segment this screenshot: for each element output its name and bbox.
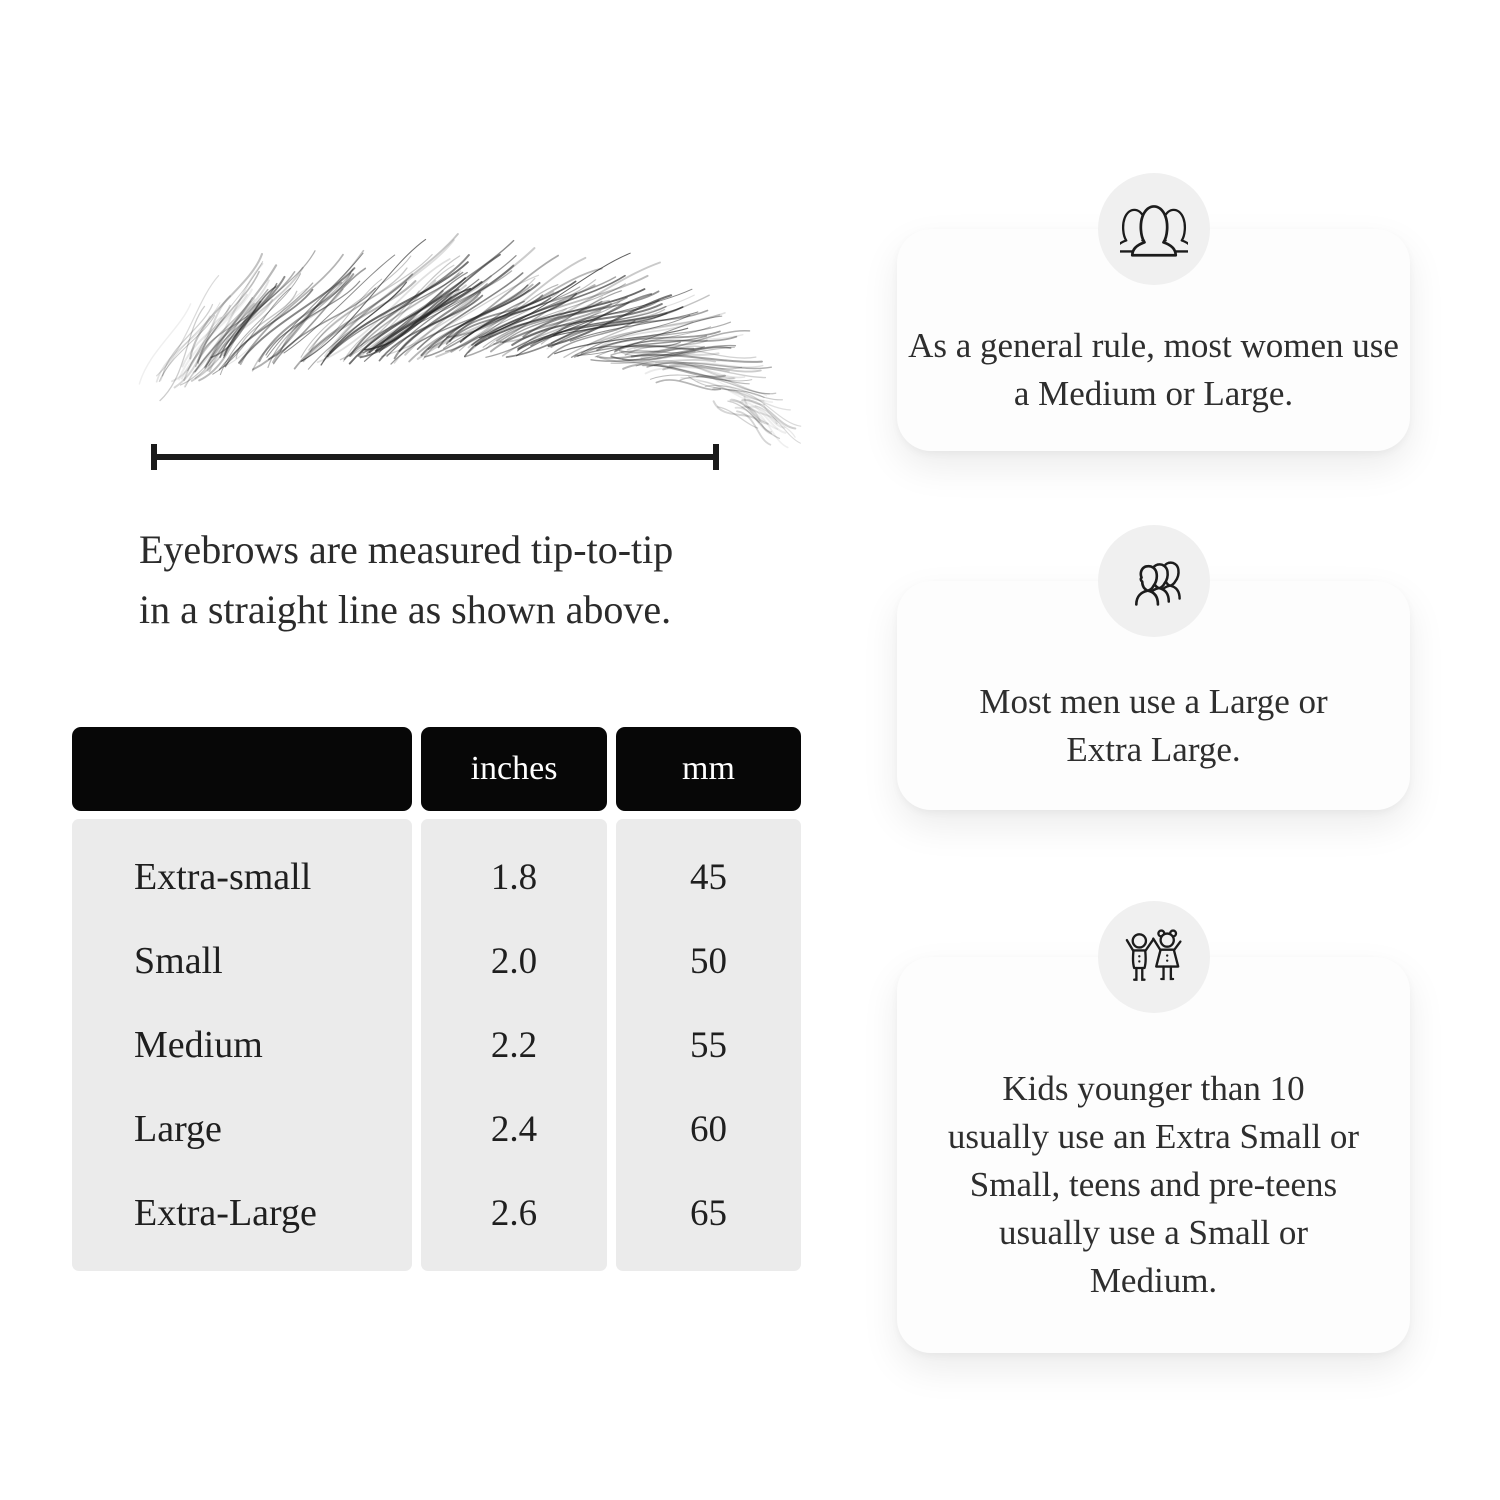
card-men-text: Most men use a Large or Extra Large. [979,681,1328,769]
mm-value: 55 [690,1024,727,1066]
card-women [897,229,1410,451]
card-kids [897,957,1410,1353]
inches-value: 1.8 [490,856,538,898]
women-group-icon [1120,201,1188,258]
size-label-large: Large [134,1108,222,1150]
men-group-icon [1121,554,1187,609]
mm-value: 45 [690,856,727,898]
size-table-body [72,819,801,1271]
measurement-line [151,444,719,470]
size-column-mm [616,819,801,1271]
inches-value: 2.0 [490,940,538,982]
size-column-inches [421,819,607,1271]
caption-line-1: Eyebrows are measured tip-to-tip [139,527,674,572]
measurement-caption [139,520,673,640]
header-cell-inches: inches [421,727,607,811]
measurement-endcap-right [713,444,719,470]
size-label-extra-small: Extra-small [134,856,312,898]
inches-value: 2.4 [490,1108,538,1150]
women-icon-circle [1098,173,1210,285]
measurement-bar [151,454,719,460]
inches-value: 2.2 [490,1024,538,1066]
size-label-extra-large: Extra-Large [134,1192,317,1234]
size-table-header-row [72,727,801,811]
size-table [72,727,801,1271]
card-women-text: As a general rule, most women use a Medium or Large. [908,326,1399,413]
eyebrow-illustration [105,232,775,432]
size-label-small: Small [134,940,223,982]
size-column-labels [72,819,412,1271]
size-label-medium: Medium [134,1024,263,1066]
men-icon-circle [1098,525,1210,637]
kids-icon [1121,929,1187,985]
header-cell-blank [72,727,412,811]
mm-value: 60 [690,1108,727,1150]
card-kids-text: Kids younger than 10 usually use an Extra Small or Small, teens and pre-teens usually use a Small or Medium. [947,1069,1360,1300]
caption-line-2: in a straight line as shown above. [139,587,672,632]
mm-value: 50 [690,940,727,982]
card-men [897,581,1410,810]
header-cell-mm: mm [616,727,801,811]
kids-icon-circle [1098,901,1210,1013]
inches-value: 2.6 [490,1192,538,1234]
mm-value: 65 [690,1192,727,1234]
